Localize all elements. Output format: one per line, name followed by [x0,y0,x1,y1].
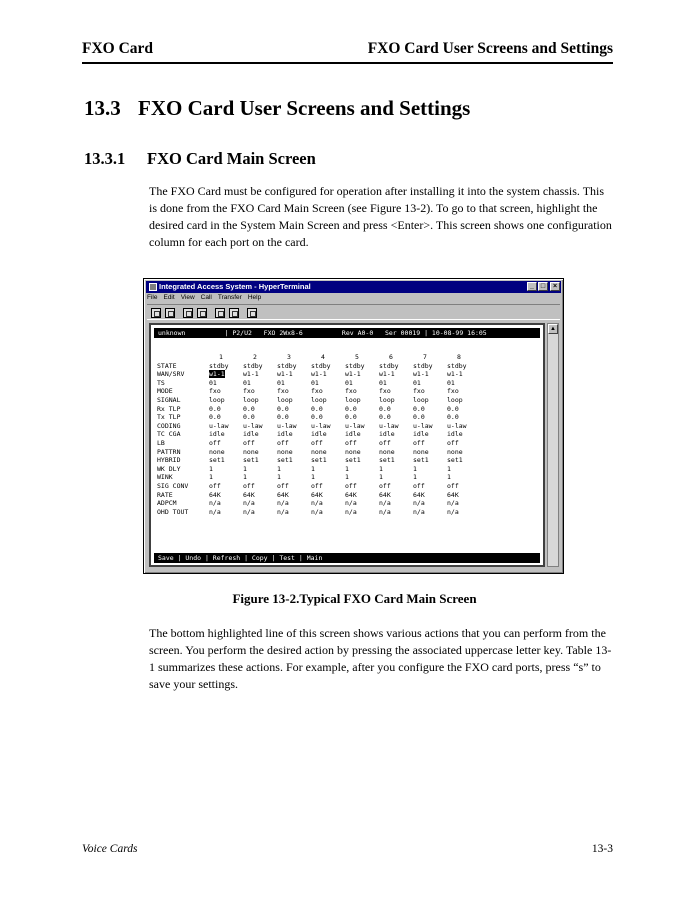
config-value[interactable]: 1 [209,464,213,473]
menu-item-transfer[interactable]: Transfer [217,294,242,301]
config-value[interactable]: off [243,481,255,490]
config-value[interactable]: n/a [277,507,289,516]
intro-paragraph: The FXO Card must be configured for operation after installing it into the system chassis. This is done from the FXO Card Main Screen (see Figure 13-2). To go to that screen, highlight the desired card in the System Main Screen and press <Enter>. This screen shows one configuration column for each port on the card. [149,184,612,249]
section-number: 13.3 [84,96,121,120]
config-value[interactable]: off [413,438,425,447]
config-value[interactable]: stdby [311,361,331,370]
config-value[interactable]: 0.0 [379,404,391,413]
send-icon[interactable] [215,308,225,318]
receive-icon[interactable] [229,308,239,318]
config-value[interactable]: 01 [345,378,353,387]
config-value[interactable]: 01 [243,378,251,387]
config-value[interactable]: 1 [209,473,213,482]
config-value[interactable]: 1 [413,464,417,473]
config-value[interactable]: w1-1 [311,370,327,379]
config-value[interactable]: 64K [209,490,221,499]
config-value[interactable]: u-law [243,421,263,430]
config-value[interactable]: stdby [243,361,263,370]
config-value[interactable]: none [413,447,429,456]
menu-item-file[interactable]: File [147,294,158,301]
config-value[interactable]: loop [447,395,463,404]
port-number: 1 [219,353,223,361]
config-value[interactable]: idle [209,430,225,439]
toolbar [147,304,560,320]
config-label: WAN/SRV [157,370,185,379]
header-chapter: FXO Card [82,40,154,57]
config-label: SIGNAL [157,395,181,404]
port-number: 8 [457,353,461,361]
config-value[interactable]: u-law [379,421,399,430]
config-value[interactable]: 1 [379,464,383,473]
config-value[interactable]: 1 [345,464,349,473]
window-titlebar[interactable] [146,281,561,293]
config-value[interactable]: set1 [243,456,259,465]
config-label: TC CGA [157,430,181,439]
config-value[interactable]: none [209,447,225,456]
config-value[interactable]: off [413,481,425,490]
config-value[interactable]: none [311,447,327,456]
config-value[interactable]: stdby [277,361,297,370]
config-value[interactable]: loop [413,395,429,404]
section-title: FXO Card User Screens and Settings [138,96,471,120]
config-value[interactable]: idle [413,430,429,439]
config-value[interactable]: none [379,447,395,456]
config-value[interactable]: idle [379,430,395,439]
config-value[interactable]: off [447,481,459,490]
config-value[interactable]: n/a [243,507,255,516]
config-value[interactable]: n/a [209,499,221,508]
subsection-number: 13.3.1 [84,149,126,168]
config-value[interactable]: 0.0 [243,413,255,422]
config-value[interactable]: fxo [243,387,255,396]
menu-bar [147,293,267,303]
config-label: SIG CONV [157,481,189,490]
config-value[interactable]: 64K [413,490,425,499]
config-value[interactable]: set1 [277,456,293,465]
config-value[interactable]: fxo [345,387,357,396]
config-value[interactable]: n/a [413,507,425,516]
config-value[interactable]: u-law [209,421,229,430]
menu-item-edit[interactable]: Edit [163,294,175,301]
config-value[interactable]: off [209,438,221,447]
config-value[interactable]: 1 [447,464,451,473]
config-label: PATTRN [157,447,181,456]
config-value[interactable]: 1 [311,464,315,473]
config-value[interactable]: 0.0 [345,404,357,413]
config-value[interactable]: 0.0 [413,404,425,413]
config-value[interactable]: fxo [413,387,425,396]
config-value[interactable]: n/a [209,507,221,516]
config-value[interactable]: 01 [413,378,421,387]
menu-item-view[interactable]: View [180,294,195,301]
config-value[interactable]: w1-1 [243,370,259,379]
config-value[interactable]: 1 [345,473,349,482]
config-label: CODING [157,421,181,430]
config-value[interactable]: 01 [209,378,217,387]
config-value[interactable]: 0.0 [447,404,459,413]
port-number: 2 [253,353,257,361]
terminal-status-line: unknown | P2/U2 FXO 2Wx8-6 Rev A0-0 Ser 00019 | 10-08-99 16:05 [154,328,540,338]
config-value[interactable]: 64K [345,490,357,499]
config-value[interactable]: 64K [379,490,391,499]
config-label: TS [157,378,165,387]
port-number: 6 [389,353,393,361]
config-value[interactable]: w1-1 [413,370,429,379]
vertical-scrollbar[interactable] [547,323,559,567]
config-value[interactable]: 64K [447,490,459,499]
config-value[interactable]: fxo [209,387,221,396]
config-value[interactable]: n/a [447,499,459,508]
config-value[interactable]: 0.0 [379,413,391,422]
config-value[interactable]: n/a [345,507,357,516]
config-value[interactable]: off [243,438,255,447]
config-value[interactable]: fxo [277,387,289,396]
minimize-button[interactable]: _ [527,282,537,291]
config-value[interactable]: idle [311,430,327,439]
footer-chapter: Voice Cards [82,843,138,855]
config-label: MODE [157,387,173,396]
config-value[interactable]: w1-1 [379,370,395,379]
config-value[interactable]: idle [345,430,361,439]
config-value[interactable]: w1-1 [277,370,293,379]
config-value[interactable]: u-law [311,421,331,430]
config-value[interactable]: none [447,447,463,456]
figure-caption: Figure 13-2.Typical FXO Card Main Screen [232,591,477,606]
section-heading [84,96,470,121]
terminal-screen[interactable] [149,323,545,567]
config-value[interactable]: off [311,481,323,490]
config-value[interactable]: 1 [277,464,281,473]
config-value[interactable]: 0.0 [311,404,323,413]
config-value[interactable]: set1 [311,456,327,465]
config-value[interactable]: n/a [447,507,459,516]
menu-item-call[interactable]: Call [200,294,212,301]
subsection-heading [84,149,316,169]
config-value[interactable]: loop [379,395,395,404]
header-section-title: FXO Card User Screens and Settings [367,40,613,57]
page-header [82,40,613,64]
subsection-title: FXO Card Main Screen [147,149,316,168]
config-value[interactable]: off [345,438,357,447]
config-value[interactable]: fxo [311,387,323,396]
config-value[interactable]: none [243,447,259,456]
config-value[interactable]: u-law [345,421,365,430]
config-value[interactable]: set1 [345,456,361,465]
config-label: OHD TOUT [157,507,189,516]
config-value[interactable]: set1 [447,456,463,465]
config-value[interactable]: n/a [277,499,289,508]
config-value[interactable]: idle [243,430,259,439]
page-number: 13-3 [591,843,613,855]
config-value[interactable]: stdby [209,361,229,370]
connect-icon[interactable] [183,308,193,318]
config-value[interactable]: 0.0 [413,413,425,422]
config-value[interactable]: 0.0 [447,413,459,422]
config-value[interactable]: n/a [345,499,357,508]
config-value[interactable]: fxo [447,387,459,396]
config-label: ADPCM [157,499,177,508]
scroll-up-icon[interactable]: ▲ [548,324,558,334]
config-value[interactable]: 0.0 [277,413,289,422]
maximize-button[interactable]: □ [538,282,548,291]
config-value[interactable]: 1 [413,473,417,482]
config-value[interactable]: stdby [413,361,433,370]
config-label: Rx TLP [157,404,181,413]
config-value[interactable]: 01 [277,378,285,387]
config-value[interactable]: stdby [447,361,467,370]
config-value[interactable]: 64K [277,490,289,499]
config-value[interactable]: set1 [413,456,429,465]
disconnect-icon[interactable] [197,308,207,318]
config-value[interactable]: 1 [311,473,315,482]
config-value[interactable]: 0.0 [277,404,289,413]
app-icon [149,283,157,291]
config-value[interactable]: 1 [447,473,451,482]
config-label: WINK [157,473,173,482]
config-value[interactable]: loop [311,395,327,404]
hyperterminal-window [143,278,564,574]
config-value[interactable]: u-law [277,421,297,430]
config-value[interactable]: w1-1 [447,370,463,379]
config-value[interactable]: 0.0 [345,413,357,422]
config-value[interactable]: stdby [345,361,365,370]
config-value[interactable]: n/a [311,499,323,508]
properties-icon[interactable] [247,308,257,318]
port-number: 4 [321,353,325,361]
config-value[interactable]: stdby [379,361,399,370]
config-value[interactable]: loop [243,395,259,404]
config-label: LB [157,438,165,447]
menu-item-help[interactable]: Help [247,294,262,301]
config-value[interactable]: 01 [311,378,319,387]
config-value[interactable]: 64K [311,490,323,499]
config-label: STATE [157,361,177,370]
config-value[interactable]: off [277,438,289,447]
config-value[interactable]: 01 [447,378,455,387]
config-value[interactable]: 0.0 [209,413,221,422]
config-value[interactable]: w1-1 [345,370,361,379]
config-value[interactable]: off [379,438,391,447]
terminal-action-line[interactable]: Save | Undo | Refresh | Copy | Test | Main [154,553,540,563]
port-number: 5 [355,353,359,361]
config-value[interactable]: loop [209,395,225,404]
config-value[interactable]: fxo [379,387,391,396]
config-value[interactable]: 0.0 [209,404,221,413]
config-value[interactable]: off [379,481,391,490]
config-value[interactable]: 1 [277,473,281,482]
config-value[interactable]: 1 [243,473,247,482]
config-label: HYBRID [157,456,181,465]
config-value[interactable]: loop [345,395,361,404]
close-button[interactable]: × [550,282,560,291]
config-label: RATE [157,490,173,499]
config-value[interactable]: off [277,481,289,490]
config-label: Tx TLP [157,413,181,422]
config-value[interactable]: u-law [447,421,467,430]
config-value[interactable]: n/a [413,499,425,508]
config-value[interactable]: off [447,438,459,447]
config-value[interactable]: none [277,447,293,456]
port-number: 7 [423,353,427,361]
new-icon[interactable] [151,308,161,318]
config-value[interactable]: off [209,481,221,490]
config-value[interactable]: set1 [379,456,395,465]
config-value[interactable]: 0.0 [311,413,323,422]
open-icon[interactable] [165,308,175,318]
config-value[interactable]: off [311,438,323,447]
config-value[interactable]: idle [447,430,463,439]
port-number: 3 [287,353,291,361]
config-value[interactable]: 1 [379,473,383,482]
config-value[interactable]: none [345,447,361,456]
config-value[interactable]: idle [277,430,293,439]
config-value[interactable]: u-law [413,421,433,430]
config-label: WK DLY [157,464,181,473]
config-value[interactable]: set1 [209,456,225,465]
config-value[interactable]: n/a [243,499,255,508]
config-value[interactable]: 01 [379,378,387,387]
config-value[interactable]: n/a [311,507,323,516]
window-title: Integrated Access System - HyperTerminal [159,282,311,291]
config-value[interactable]: off [345,481,357,490]
actions-paragraph: The bottom highlighted line of this screen shows various actions that you can perform from the screen. You perform the desired action by pressing the associated uppercase letter key. Table 13-1 summarizes these actions. For example, after you configure the FXO card ports, press “s” to save your settings. [149,626,612,691]
config-value[interactable]: n/a [379,499,391,508]
config-value[interactable]: 0.0 [243,404,255,413]
config-value[interactable]: 1 [243,464,247,473]
config-value[interactable]: 64K [243,490,255,499]
config-value[interactable]: n/a [379,507,391,516]
config-value[interactable]: loop [277,395,293,404]
config-value[interactable]: w1-1 [209,370,225,379]
